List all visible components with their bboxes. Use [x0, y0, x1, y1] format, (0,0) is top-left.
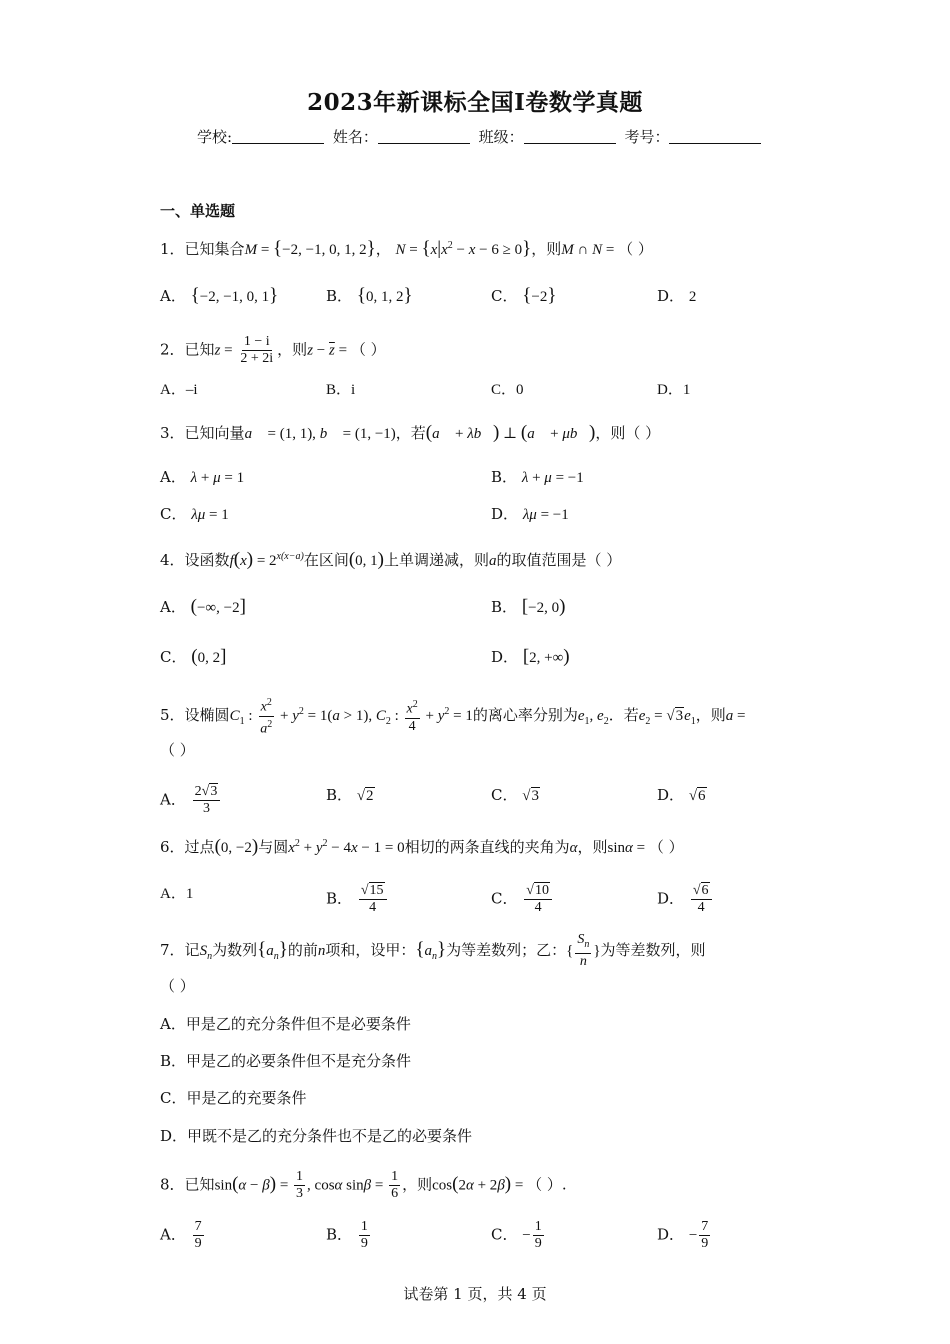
q4-range: 的取值范围是（ ） [496, 551, 622, 569]
q3-if: ，若 [395, 424, 426, 442]
option-label: C． [491, 889, 518, 908]
q1-comma: ， [375, 240, 391, 258]
option-label: D． [491, 505, 519, 523]
q7-then: 为等差数列，则 [600, 940, 706, 959]
q5-option-c[interactable]: C． √3 [491, 786, 539, 804]
q4-option-d[interactable]: D． [2, +∞) [491, 646, 570, 667]
q6-paren: （ ） [648, 838, 684, 856]
q6-text: 过点 [184, 838, 215, 856]
option-label: D． [657, 1225, 685, 1244]
question-2: 2．已知z = $\frac{1 - i}{2 + 2i}$ ，则$z - \overline{z}$ = （ ） [160, 334, 386, 366]
option-label: A． [160, 790, 186, 809]
q5-text: 设椭圆 [184, 706, 230, 725]
number-blank[interactable] [669, 129, 761, 144]
question-5: 5．设椭圆$C_1$ : $\frac{x^2}{a^2}$ + $y^2 = 1(a > 1)$, $C_2$ : $\frac{x^2}{4}$ + $y^2 = 1$的离心率分别为$e_1$, $e_2$．若$e_2 = √3e_1$，则a = [160, 697, 746, 737]
q7-seq: 为数列 [212, 940, 258, 959]
q6-option-b[interactable]: B． $\frac{√15}{4}$ [326, 883, 389, 916]
option-label: B． [491, 468, 518, 486]
q1-text: 已知集合 [184, 240, 245, 258]
q8-option-a[interactable]: A． $\frac{7}{9}$ [160, 1219, 202, 1251]
q2-then: ，则 [277, 340, 308, 359]
q2-option-c[interactable]: C．0 [491, 382, 524, 398]
q7-option-b[interactable]: B．甲是乙的必要条件但不是充分条件 [160, 1052, 412, 1070]
name-blank[interactable] [378, 129, 470, 144]
q4-decreasing: 上单调递减，则 [384, 551, 490, 569]
q7-first: 的前 [287, 940, 318, 959]
q7-yi: 为等差数列；乙： [446, 940, 567, 959]
q2-option-d[interactable]: D．1 [657, 382, 691, 398]
q8-number: 8． [160, 1175, 185, 1194]
option-text: 2 [688, 289, 697, 305]
q4-in: 在区间 [303, 551, 349, 569]
q3-option-b[interactable]: B． λ + μ = −1 [491, 468, 584, 486]
option-label: A． [160, 598, 186, 616]
q5-then: ，则 [695, 706, 726, 725]
q1-option-d[interactable] [657, 285, 696, 308]
option-label: D． [657, 786, 685, 804]
option-label: B． [326, 889, 353, 908]
q7-jia: 项和，设甲： [325, 940, 416, 959]
q5-ecc: 的离心率分别为 [472, 706, 578, 725]
q8-then: ，则 [402, 1175, 433, 1194]
q4-option-b[interactable]: B． [−2, 0) [491, 596, 566, 617]
page-title: 2023年新课标全国Ⅰ卷数学真题 [307, 89, 643, 116]
school-blank[interactable] [232, 129, 324, 144]
question-3: 3．已知向量a⃗ = (1, 1), b⃗ = (1, −1)，若(a⃗ + λb⃗) ⊥ (a⃗ + μb⃗)，则（ ） [160, 422, 661, 443]
question-7: 7．记$S_n$为数列$\{a_n\}$的前n项和，设甲：$\{a_n\}$为等差数列；乙：{ $\frac{S_n}{n}$ }为等差数列，则 [160, 932, 706, 969]
q8-option-d[interactable]: D． − $\frac{7}{9}$ [657, 1219, 709, 1251]
q5-paren: （ ） [160, 741, 195, 759]
q1-number: 1． [160, 240, 185, 258]
q7-option-d[interactable]: D．甲既不是乙的充分条件也不是乙的必要条件 [160, 1127, 473, 1145]
q4-option-c[interactable]: C． (0, 2] [160, 646, 227, 667]
q2-number: 2． [160, 340, 185, 359]
question-4: 4．设函数$f(x) = 2^{x(x-a)}$在区间(0, 1)上单调递减，则a的取值范围是（ ） [160, 549, 622, 570]
q7-number: 7． [160, 940, 185, 959]
option-label: D． [657, 889, 685, 908]
q3-text: 已知向量 [184, 424, 245, 442]
class-label: 班级： [478, 128, 524, 146]
q3-option-c[interactable]: C． λμ = 1 [160, 505, 229, 523]
class-blank[interactable] [524, 129, 616, 144]
option-label: C． [491, 786, 518, 804]
q6-option-c[interactable]: C． $\frac{√10}{4}$ [491, 883, 554, 916]
q5-if: ．若 [608, 706, 639, 725]
q7-text: 记 [184, 940, 200, 959]
q3-number: 3． [160, 424, 185, 442]
q6-circle: 与圆 [258, 838, 289, 856]
q1-formula-m: M [244, 242, 258, 258]
option-label: A． [160, 287, 186, 305]
q1-then: ，则 [531, 240, 562, 258]
option-label: B． [491, 598, 518, 616]
q6-tangent: 相切的两条直线的夹角为 [404, 838, 570, 856]
question-8: 8．已知sin(α − β) = $\frac{1}{3}$ , cosα sinβ = $\frac{1}{6}$ ，则cos(2α + 2β) = （ ）. [160, 1169, 567, 1201]
q5-option-d[interactable]: D． √6 [657, 786, 706, 804]
q5-option-a[interactable]: A． $\frac{2√3}{3}$ [160, 784, 222, 817]
option-label: C． [160, 505, 187, 523]
option-label: C． [491, 287, 518, 305]
student-info [197, 126, 765, 147]
option-label: A． [160, 468, 186, 486]
q1-paren: （ ） [618, 240, 653, 258]
option-label: D． [657, 287, 685, 305]
q8-option-b[interactable]: B． $\frac{1}{9}$ [326, 1219, 368, 1251]
option-label: B． [326, 287, 353, 305]
number-label: 考号： [624, 128, 670, 146]
q7-option-c[interactable]: C．甲是乙的充要条件 [160, 1089, 307, 1107]
option-label: A． [160, 1225, 186, 1244]
question-1: 1．已知集合M = {−2, −1, 0, 1, 2}， $N = \{x|x^2 - x - 6 \ge 0\}$，则M ∩ N = （ ） [160, 238, 653, 259]
q6-then: ，则 [577, 838, 608, 856]
page-footer: 试卷第 1 页，共 4 页 [403, 1285, 547, 1303]
q2-option-b[interactable]: B．i [326, 382, 356, 398]
q7-option-a[interactable]: A．甲是乙的充分条件但不是必要条件 [160, 1015, 411, 1033]
option-label: C． [491, 1225, 518, 1244]
q2-text: 已知 [184, 340, 215, 359]
name-label: 姓名： [332, 128, 378, 146]
q3-then: ，则（ ） [595, 424, 661, 442]
q8-text: 已知 [184, 1175, 215, 1194]
q4-option-a[interactable]: A． (−∞, −2] [160, 596, 246, 617]
q4-text: 设函数 [184, 551, 230, 569]
option-label: B． [326, 1225, 353, 1244]
option-label: D． [491, 648, 519, 666]
option-label: B． [326, 786, 353, 804]
q3-option-a[interactable]: A． λ + μ = 1 [160, 468, 245, 486]
option-label: C． [160, 648, 187, 666]
q8-option-c[interactable]: C． − $\frac{1}{9}$ [491, 1219, 542, 1251]
school-label: 学校: [197, 128, 233, 146]
q2-paren: （ ） [350, 340, 386, 359]
q2-option-a[interactable]: A．–i [160, 382, 198, 398]
q7-paren: （ ） [160, 977, 195, 995]
section-heading: 一、单选题 [160, 202, 236, 220]
q6-option-d[interactable]: D． $\frac{√6}{4}$ [657, 883, 714, 916]
q5-number: 5． [160, 706, 185, 725]
question-6: 6．过点(0, −2)与圆$x^2 + y^2 - 4x - 1 = 0$相切的两条直线的夹角为α，则sinα = （ ） [160, 836, 684, 857]
q6-option-a[interactable]: A．1 [160, 886, 194, 902]
q1-option-b[interactable]: B． {0, 1, 2} [326, 285, 413, 306]
q1-option-c[interactable]: C． {−2} [491, 285, 557, 306]
q6-number: 6． [160, 838, 185, 856]
q5-option-b[interactable]: B． √2 [326, 786, 374, 804]
q3-option-d[interactable]: D． λμ = −1 [491, 505, 569, 523]
q1-formula-n: N [395, 242, 406, 258]
q4-number: 4． [160, 551, 185, 569]
q8-paren: （ ）. [527, 1175, 567, 1194]
q1-option-a[interactable]: A． {−2, −1, 0, 1} [160, 285, 279, 306]
